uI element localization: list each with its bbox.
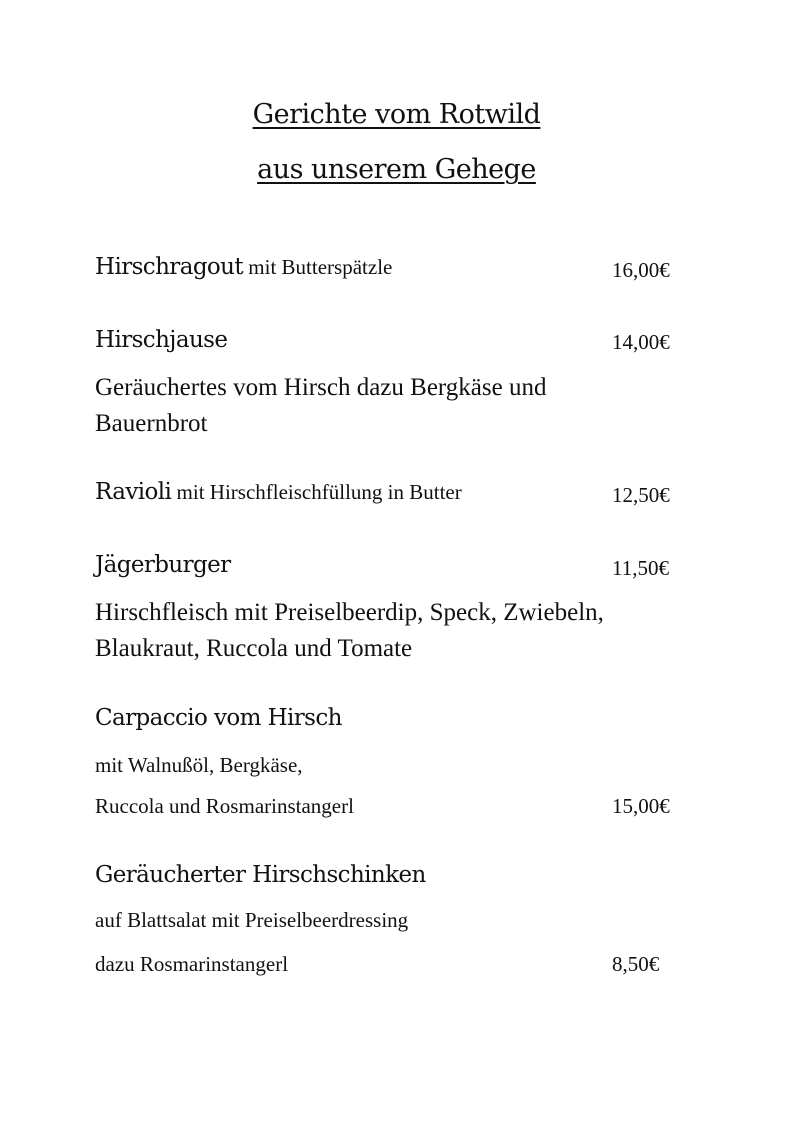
dish-description-line: dazu Rosmarinstangerl	[95, 952, 289, 976]
dish-name: Ravioli	[95, 479, 172, 505]
dish-hirschjause-name: Hirschjause	[95, 327, 228, 353]
dish-description-line: Geräuchertes vom Hirsch dazu Bergkäse und	[95, 374, 547, 401]
dish-description-line: Hirschfleisch mit Preiselbeerdip, Speck, Zwiebeln,	[95, 599, 604, 626]
dish-description-line: mit Walnußöl, Bergkäse,	[95, 753, 303, 777]
dish-description-line: Ruccola und Rosmarinstangerl	[95, 794, 354, 818]
dish-price: 16,00€	[612, 258, 670, 282]
dish-price: 14,00€	[612, 330, 670, 354]
dish-carpaccio-name: Carpaccio vom Hirsch	[95, 705, 342, 731]
menu-title-line-1: Gerichte vom Rotwild	[252, 99, 541, 130]
dish-inline-description: mit Hirschfleischfüllung in Butter	[171, 480, 462, 504]
dish-price: 8,50€	[612, 952, 660, 976]
dish-name: Hirschragout	[95, 254, 244, 280]
dish-ravioli	[95, 481, 462, 504]
dish-inline-description: mit Butterspätzle	[243, 255, 393, 279]
dish-price: 15,00€	[612, 794, 670, 818]
dish-description-line: Bauernbrot	[95, 410, 208, 437]
menu-title-line-2: aus unserem Gehege	[257, 154, 536, 185]
dish-hirschschinken-name: Geräucherter Hirschschinken	[95, 862, 426, 888]
dish-jaegerburger-name: Jägerburger	[95, 552, 231, 578]
dish-price: 12,50€	[612, 483, 670, 507]
dish-price: 11,50€	[612, 556, 669, 580]
dish-hirschragout	[95, 256, 392, 279]
dish-description-line: auf Blattsalat mit Preiselbeerdressing	[95, 908, 409, 932]
dish-description-line: Blaukraut, Ruccola und Tomate	[95, 635, 413, 662]
